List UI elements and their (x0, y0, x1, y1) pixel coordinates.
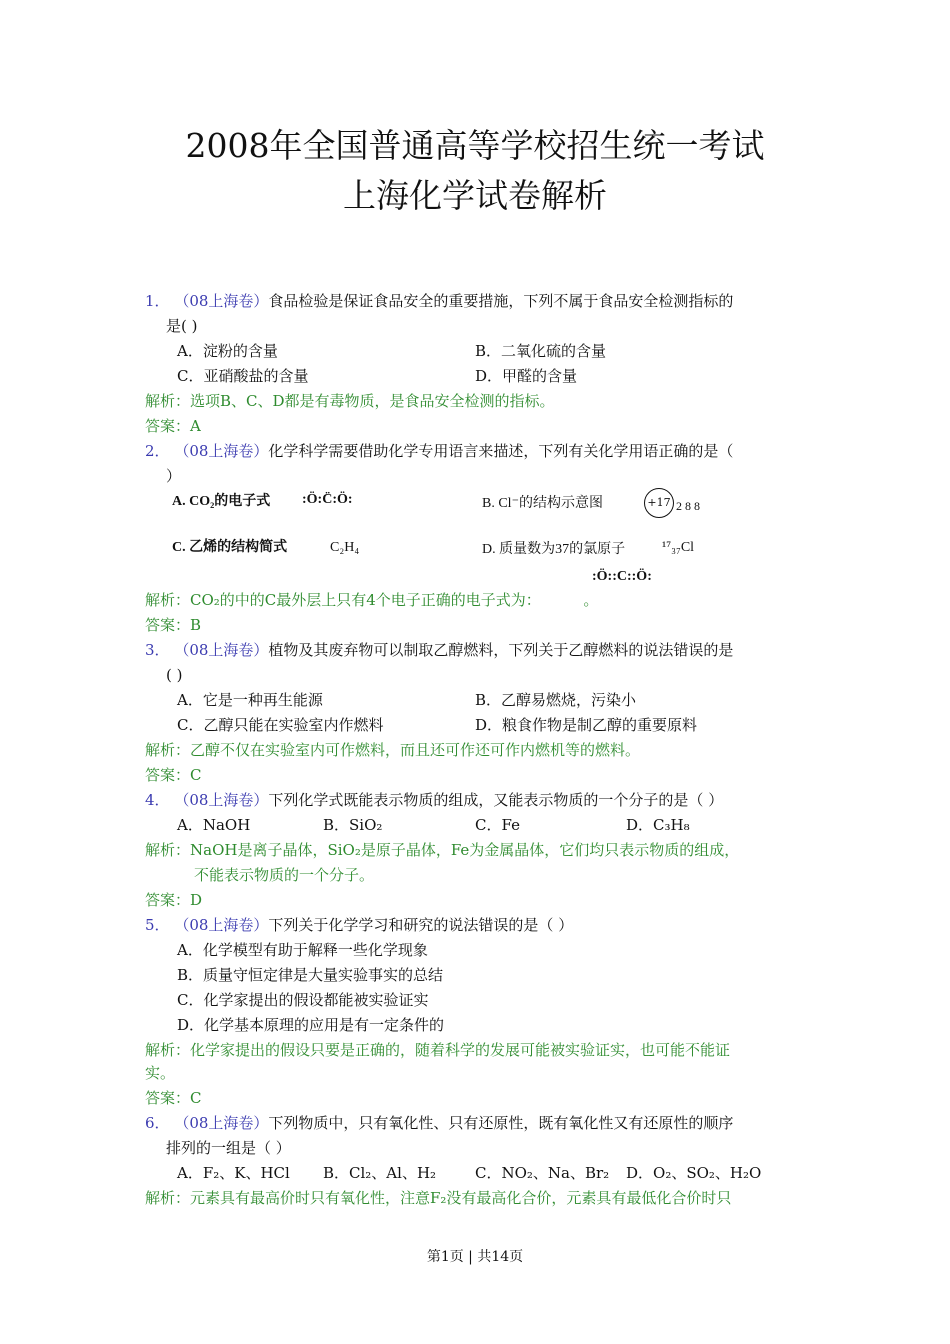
option-c: C．化学家提出的假设都能被实验证实 (177, 991, 429, 1009)
title-line-1: 2008年全国普通高等学校招生统一考试 (185, 126, 765, 165)
question-stem: 下列关于化学学习和研究的说法错误的是（ ） (268, 916, 574, 934)
analysis (145, 590, 598, 610)
nucleus-diagram: +17 (644, 488, 674, 518)
chlorine-isotope: ¹⁷₃₇Cl (662, 540, 695, 555)
option-b: B．乙醇易燃烧，污染小 (475, 691, 637, 709)
option-b: B．二氧化硫的含量 (475, 342, 607, 360)
option-b: B．质量守恒定律是大量实验事实的总结 (177, 966, 444, 984)
option-d: D．化学基本原理的应用是有一定条件的 (177, 1016, 445, 1034)
analysis-end: 。 (583, 591, 599, 609)
option-b: B．Cl₂、Al、H₂ (323, 1164, 437, 1182)
question-source: （08上海卷） (174, 442, 269, 460)
analysis-cont: 实。 (145, 1064, 176, 1082)
option-a: A．它是一种再生能源 (177, 691, 323, 709)
question-source: （08上海卷） (174, 791, 269, 809)
option-c: C．Fe (475, 816, 520, 834)
co2-electron-formula: :Ö:C̈:Ö: (302, 492, 353, 507)
analysis: 解析：乙醇不仅在实验室内可作燃料，而且还可作还可作内燃机等的燃料。 (145, 741, 641, 759)
question-source: （08上海卷） (174, 1114, 269, 1132)
option-c: C．亚硝酸盐的含量 (177, 367, 309, 385)
answer: 答案：B (145, 616, 202, 634)
question-stem: 下列化学式既能表示物质的组成，又能表示物质的一个分子的是（ ） (268, 791, 724, 809)
question-stem: 植物及其废弃物可以制取乙醇燃料，下列关于乙醇燃料的说法错误的是 (268, 641, 734, 659)
answer: 答案：D (145, 891, 203, 909)
question-number: 4． (145, 791, 170, 809)
option-a: A. CO₂的电子式 (172, 494, 271, 509)
analysis: 解析：选项B、C、D都是有毒物质，是食品安全检测的指标。 (145, 392, 555, 410)
ethylene-formula: C₂H₄ (330, 540, 360, 555)
question-stem-cont: 排列的一组是（ ） (166, 1139, 291, 1157)
question-number: 1． (145, 292, 170, 310)
question-source: （08上海卷） (174, 292, 269, 310)
question-stem: 化学科学需要借助化学专用语言来描述，下列有关化学用语正确的是（ (268, 442, 734, 460)
option-c: C. 乙烯的结构简式 (172, 540, 288, 555)
question-stem-cont: ） (166, 467, 182, 485)
analysis: 解析：NaOH是离子晶体，SiO₂是原子晶体，Fe为金属晶体，它们均只表示物质的组成， (145, 841, 740, 859)
correct-co2-electron-formula: :Ö::C::Ö: (592, 569, 652, 584)
question-source: （08上海卷） (174, 916, 269, 934)
question-source: （08上海卷） (174, 641, 269, 659)
option-b: B．SiO₂ (323, 816, 383, 834)
analysis-text: 解析：CO₂的中的C最外层上只有4个电子正确的电子式为： (145, 591, 534, 609)
question-stem-cont: ( ) (166, 666, 183, 684)
analysis-cont: 不能表示物质的一个分子。 (194, 866, 375, 884)
question-number: 3． (145, 641, 170, 659)
option-a: A．F₂、K、HCl (177, 1164, 290, 1182)
option-d: D．C₃H₈ (626, 816, 690, 834)
option-d: D．甲醛的含量 (475, 367, 578, 385)
question-stem: 下列物质中，只有氧化性、只有还原性，既有氧化性又有还原性的顺序 (268, 1114, 734, 1132)
option-d: D．粮食作物是制乙醇的重要原料 (475, 716, 698, 734)
option-d: D. 质量数为37的氯原子 (482, 542, 626, 557)
option-a: A．淀粉的含量 (177, 342, 278, 360)
question-number: 6． (145, 1114, 170, 1132)
answer: 答案：C (145, 1089, 202, 1107)
option-b: B. Cl⁻的结构示意图 (482, 496, 603, 511)
option-a: A．NaOH (177, 816, 251, 834)
question-stem: 食品检验是保证食品安全的重要措施，下列不属于食品安全检测指标的 (268, 292, 734, 310)
option-a: A．化学模型有助于解释一些化学现象 (177, 941, 428, 959)
question-stem-cont: 是( ) (166, 317, 198, 335)
option-c: C．乙醇只能在实验室内作燃料 (177, 716, 384, 734)
answer: 答案：A (145, 417, 201, 435)
option-c: C．NO₂、Na、Br₂ (475, 1164, 610, 1182)
analysis: 解析：元素具有最高价时只有氧化性，注意F₂没有最高化合价，元素具有最低化合价时只 (145, 1189, 732, 1207)
analysis: 解析：化学家提出的假设只要是正确的，随着科学的发展可能被实验证实，也可能不能证 (145, 1041, 731, 1059)
title-line-2: 上海化学试卷解析 (343, 176, 607, 215)
option-d: D．O₂、SO₂、H₂O (626, 1164, 762, 1182)
page-footer: 第1页 | 共14页 (426, 1249, 524, 1265)
electron-shells: 2 8 8 (676, 499, 700, 513)
answer: 答案：C (145, 766, 202, 784)
question-number: 5． (145, 916, 170, 934)
question-number: 2． (145, 442, 170, 460)
